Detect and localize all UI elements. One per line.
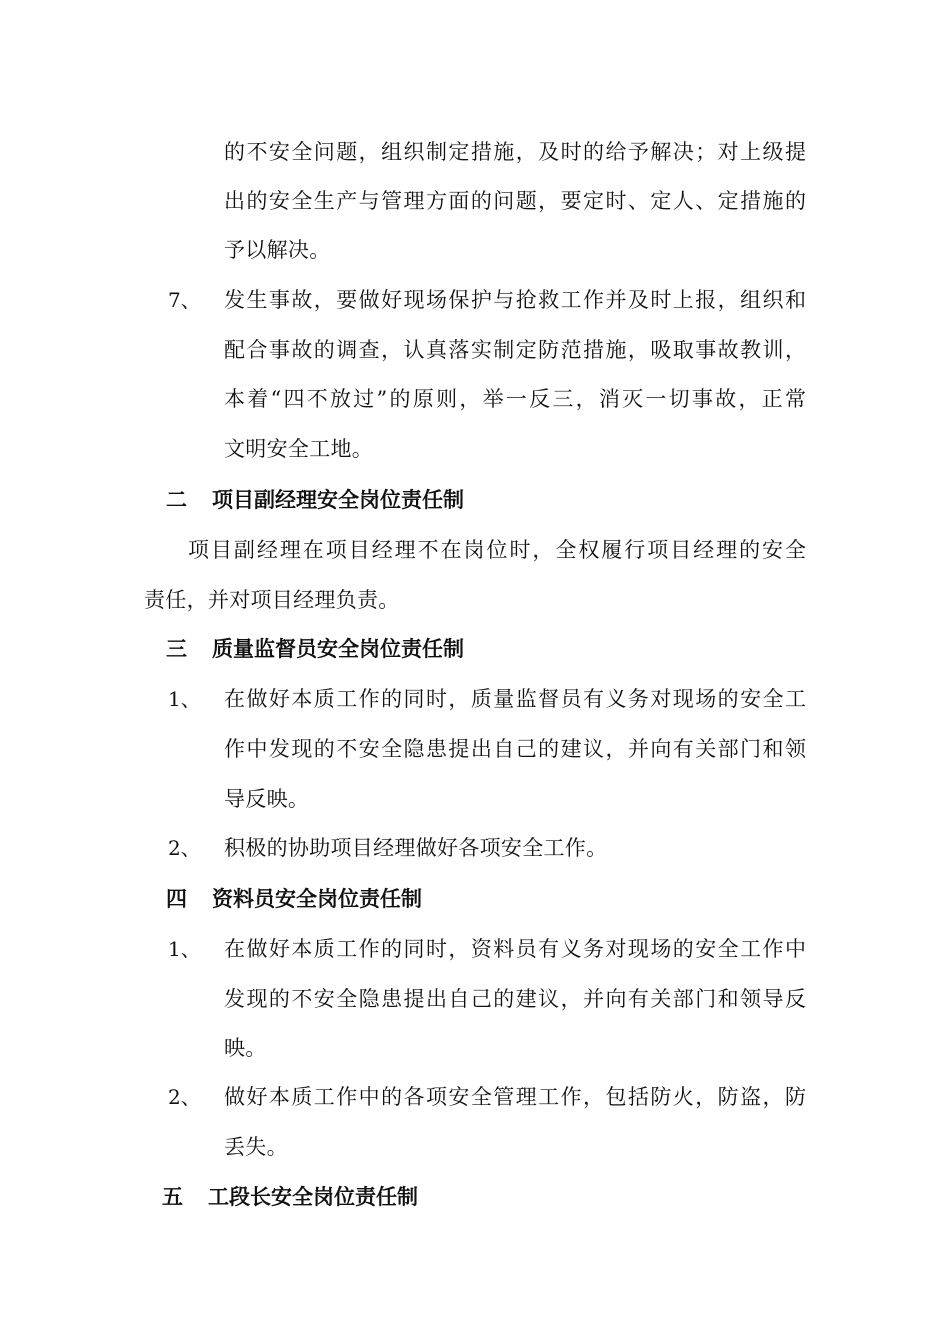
section2-paragraph-line-1: 项目副经理在项目经理不在岗位时，全权履行项目经理的安全	[188, 538, 806, 562]
item6-line-1: 的不安全问题，组织制定措施，及时的给予解决；对上级提	[224, 140, 806, 164]
section2-title: 项目副经理安全岗位责任制	[212, 488, 464, 512]
section4-number: 四	[166, 887, 187, 911]
item7-line-4: 文明安全工地。	[224, 437, 374, 461]
item7-line-2: 配合事故的调查，认真落实制定防范措施，吸取事故教训，	[224, 338, 806, 362]
section3-heading	[166, 634, 464, 664]
section3-item2-number: 2、	[168, 836, 201, 860]
section3-item1-line-3: 导反映。	[224, 787, 310, 811]
section4-title: 资料员安全岗位责任制	[212, 887, 422, 911]
section3-item1-line-2: 作中发现的不安全隐患提出自己的建议，并向有关部门和领	[224, 737, 806, 761]
section4-heading	[166, 884, 422, 914]
item7-line-3: 本着“四不放过”的原则，举一反三，消灭一切事故，正常	[224, 387, 806, 411]
section3-item1-number: 1、	[168, 687, 201, 711]
section4-item2-line-1: 做好本质工作中的各项安全管理工作，包括防火，防盗，防	[224, 1085, 806, 1109]
section5-heading	[162, 1182, 418, 1212]
section4-item1-line-2: 发现的不安全隐患提出自己的建议，并向有关部门和领导反	[224, 987, 806, 1011]
item6-line-3: 予以解决。	[224, 238, 331, 262]
section2-paragraph-line-2: 责任，并对项目经理负责。	[144, 588, 400, 612]
section4-item1-line-1: 在做好本质工作的同时，资料员有义务对现场的安全工作中	[224, 937, 806, 961]
item6-line-2: 出的安全生产与管理方面的问题，要定时、定人、定措施的	[224, 189, 806, 213]
section3-title: 质量监督员安全岗位责任制	[212, 637, 464, 661]
section4-item2-number: 2、	[168, 1085, 201, 1109]
section4-item1-number: 1、	[168, 937, 201, 961]
section2-number: 二	[166, 488, 187, 512]
section2-heading	[166, 485, 464, 515]
section5-title: 工段长安全岗位责任制	[208, 1185, 418, 1209]
item7-line-1: 发生事故，要做好现场保护与抢救工作并及时上报，组织和	[224, 288, 806, 312]
item7-number: 7、	[168, 288, 201, 312]
section4-item1-line-3: 映。	[224, 1036, 267, 1060]
section3-item2-line-1: 积极的协助项目经理做好各项安全工作。	[224, 836, 608, 860]
section5-number: 五	[162, 1185, 183, 1209]
section3-number: 三	[166, 637, 187, 661]
section3-item1-line-1: 在做好本质工作的同时，质量监督员有义务对现场的安全工	[224, 687, 806, 711]
section4-item2-line-2: 丢失。	[224, 1135, 288, 1159]
